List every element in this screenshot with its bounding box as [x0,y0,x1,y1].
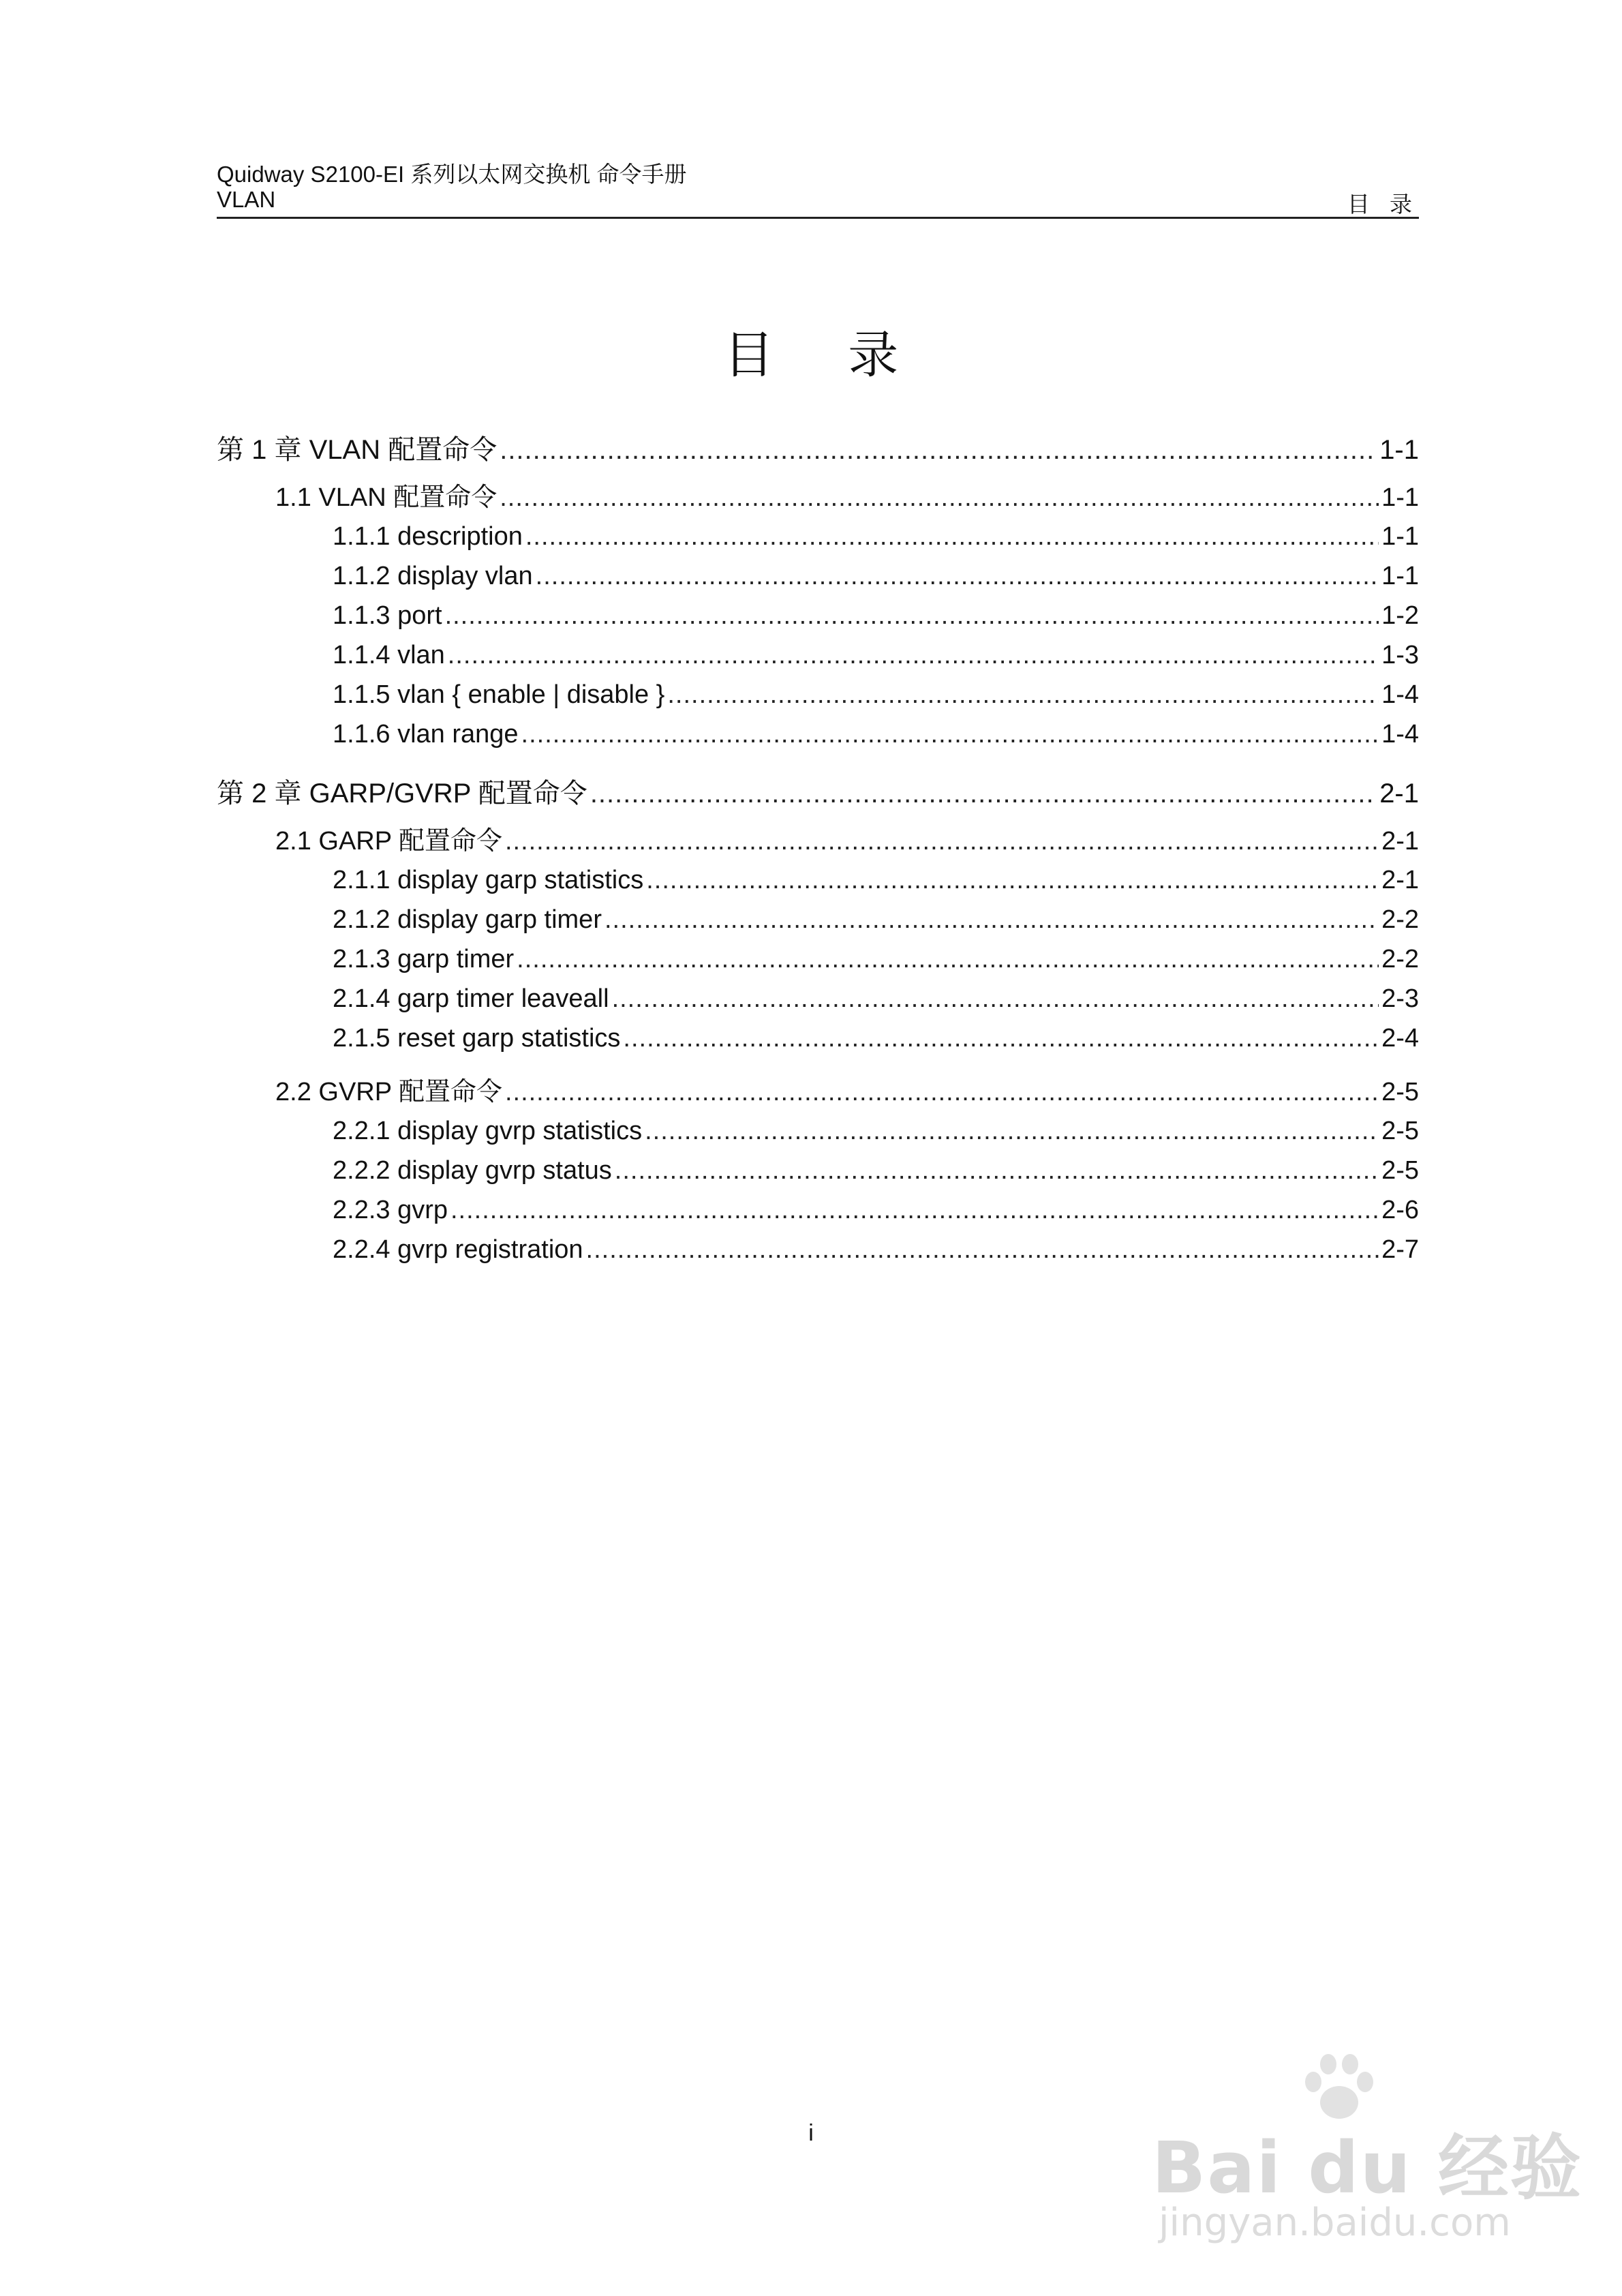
header-rule [217,217,1419,219]
toc-leader-dots [450,1196,1379,1225]
toc-entry-page: 2-5 [1381,1156,1419,1185]
toc-entry-label: 2.2.4 gvrp registration [333,1235,583,1264]
toc-leader-dots [505,1078,1379,1107]
toc-entry-label: 2.2.2 display gvrp status [333,1156,612,1185]
toc-leader-dots [646,866,1379,895]
toc-leader-dots [586,1235,1379,1265]
toc-entry[interactable] [333,866,1419,895]
toc-entry-label: 2.1.4 garp timer leaveall [333,984,609,1013]
toc-entry-label: 2.1.2 display garp timer [333,905,602,934]
toc-entry-page: 1-1 [1379,435,1419,465]
toc-entry-label: 1.1.3 port [333,601,442,630]
toc-entry[interactable] [333,1235,1419,1265]
toc-leader-dots [645,1117,1379,1146]
toc-entry-label: 1.1.2 display vlan [333,562,533,590]
header-product-title: Quidway S2100-EI 系列以太网交换机 命令手册 [217,162,687,187]
toc-entry[interactable] [333,601,1419,631]
toc-leader-dots [500,483,1379,513]
toc-entry-page: 2-2 [1381,945,1419,973]
toc-leader-dots [521,720,1379,749]
toc-entry[interactable] [333,1156,1419,1185]
toc-entry-label: 2.2.3 gvrp [333,1196,448,1224]
toc-leader-dots [605,905,1379,935]
toc-entry-page: 1-1 [1381,562,1419,590]
toc-entry-label: 2.1 GARP 配置命令 [275,827,502,856]
toc-entry-label: 1.1.4 vlan [333,641,445,669]
toc-entry[interactable] [217,772,1419,811]
watermark [1152,2052,1582,2256]
watermark-url: jingyan.baidu.com [1159,2201,1511,2245]
toc-leader-dots [448,641,1379,670]
toc-entry-page: 2-1 [1381,827,1419,856]
toc-entry[interactable] [333,1024,1419,1053]
toc-entry-label: 1.1 VLAN 配置命令 [275,483,498,512]
toc-entry-page: 2-4 [1381,1024,1419,1053]
toc-entry[interactable] [275,1070,1419,1108]
header-right-label: 目 录 [1347,192,1419,217]
toc-entry[interactable] [275,819,1419,857]
toc-entry[interactable] [333,1196,1419,1225]
header-section-name: VLAN [217,187,276,212]
toc-entry-page: 2-5 [1381,1078,1419,1106]
toc-entry[interactable] [275,476,1419,513]
toc-entry[interactable] [333,905,1419,935]
toc-leader-dots [517,945,1379,974]
toc-entry[interactable] [333,641,1419,670]
page-title: 目 录 [723,327,929,383]
toc-entry-page: 2-1 [1379,779,1419,809]
toc-entry[interactable] [333,984,1419,1014]
toc-entry[interactable] [333,1117,1419,1146]
toc-entry-label: 1.1.6 vlan range [333,720,519,749]
toc-entry[interactable] [333,680,1419,710]
toc-leader-dots [536,562,1379,591]
toc-entry[interactable] [333,720,1419,749]
toc-entry-page: 1-4 [1381,720,1419,749]
toc-entry[interactable] [333,562,1419,591]
toc-leader-dots [505,827,1379,856]
toc-leader-dots [445,601,1379,631]
toc-entry-label: 2.2.1 display gvrp statistics [333,1117,643,1145]
toc-entry-page: 2-3 [1381,984,1419,1013]
toc-entry-page: 2-7 [1381,1235,1419,1264]
toc-entry-label: 2.1.1 display garp statistics [333,866,644,894]
toc-entry-page: 2-6 [1381,1196,1419,1224]
toc-entry[interactable] [333,522,1419,552]
toc-entry-page: 1-2 [1381,601,1419,630]
toc-leader-dots [612,984,1379,1014]
toc-leader-dots [590,779,1377,809]
watermark-brand: Bai du 经验 [1152,2126,1582,2209]
toc-entry-page: 1-1 [1381,483,1419,512]
toc-leader-dots [525,522,1379,552]
toc-entry[interactable] [217,428,1419,467]
toc-entry-page: 1-4 [1381,680,1419,709]
toc-entry-label: 2.1.3 garp timer [333,945,515,973]
toc-entry-page: 2-2 [1381,905,1419,934]
toc-entry-label: 第 1 章 VLAN 配置命令 [217,435,498,465]
toc-entry[interactable] [333,945,1419,974]
toc-entry-page: 2-5 [1381,1117,1419,1145]
toc-entry-page: 1-1 [1381,522,1419,551]
toc-leader-dots [623,1024,1379,1053]
toc-entry-label: 1.1.1 description [333,522,523,551]
toc-entry-label: 第 2 章 GARP/GVRP 配置命令 [217,779,587,809]
toc-leader-dots [667,680,1379,710]
toc-entry-label: 1.1.5 vlan { enable | disable } [333,680,665,709]
toc-entry-label: 2.2 GVRP 配置命令 [275,1078,502,1106]
toc-leader-dots [500,435,1377,466]
toc-entry-label: 2.1.5 reset garp statistics [333,1024,621,1053]
toc-leader-dots [615,1156,1379,1185]
toc-entry-page: 1-3 [1381,641,1419,669]
toc-entry-page: 2-1 [1381,866,1419,894]
page-number: i [808,2120,814,2146]
